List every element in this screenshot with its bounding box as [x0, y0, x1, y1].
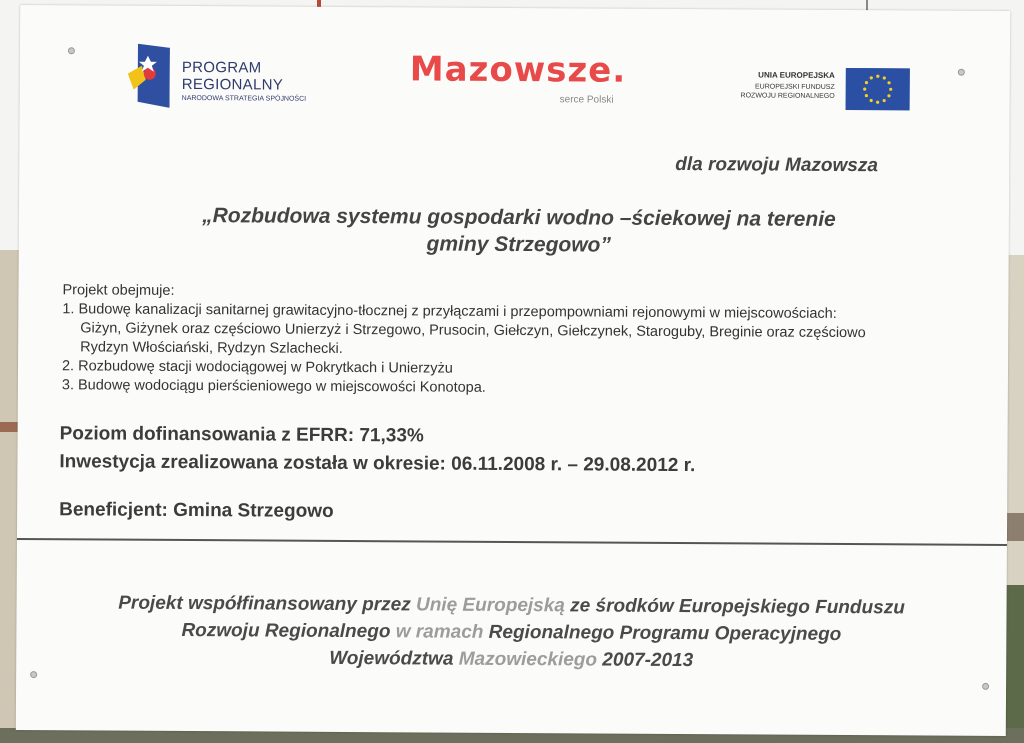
project-title-line2: gminy Strzegowo” [426, 232, 612, 257]
footer-text: Województwa [329, 647, 454, 670]
divider-line [17, 538, 1007, 546]
footer-text: 2007-2013 [596, 649, 694, 672]
footer-highlight: w ramach [390, 621, 489, 643]
screw [982, 683, 989, 690]
cofinancing-statement [46, 589, 976, 676]
mazowsze-wordmark: Mazowsze. [409, 49, 627, 91]
eu-logo-line3: ROZWOJU REGIONALNEGO [740, 92, 835, 100]
program-logo-line1: PROGRAM [181, 58, 262, 77]
scope-item-3: 3. Budowę wodociągu pierścieniowego w miejscowości Konotopa. [61, 377, 486, 396]
scope-heading: Projekt obejmuje: [62, 282, 175, 299]
beneficiary: Beneficjent: Gmina Strzegowo [59, 499, 334, 522]
footer-highlight: Unię Europejską [415, 594, 565, 617]
eu-flag-icon [846, 68, 910, 110]
screw [68, 47, 75, 54]
scope-item-1-cont: Giżyn, Giżynek oraz częściowo Unierzyż i Strzegowo, Prusocin, Giełczyn, Giełczynek, Staroguby, Breginie oraz częściowo [80, 320, 866, 342]
eu-logo-line1: UNIA EUROPEJSKA [758, 70, 835, 80]
scope-item-1-cont: Rydzyn Włościański, Rydzyn Szlachecki. [80, 339, 343, 357]
scope-item-2: 2. Rozbudowę stacji wodociągowej w Pokrytkach i Unierzyżu [61, 358, 453, 377]
scope-item-1: 1. Budowę kanalizacji sanitarnej grawitacyjno-tłocznej z przyłączami i przepompowniami rejonowymi w miejscowościach: [62, 301, 837, 322]
program-regionalny-logo [128, 44, 348, 115]
mazowsze-logo [410, 49, 650, 110]
project-title-line1: „Rozbudowa systemu gospodarki wodno –ściekowej na terenie [202, 204, 836, 231]
program-logo-line3: NARODOWA STRATEGIA SPÓJNOŚCI [181, 94, 307, 103]
eu-logo-line2: EUROPEJSKI FUNDUSZ [754, 83, 835, 91]
project-title [119, 202, 919, 261]
tagline: dla rozwoju Mazowsza [675, 153, 879, 177]
eu-logo [710, 64, 910, 115]
program-logo-line2: REGIONALNY [181, 75, 284, 94]
screw [30, 671, 37, 678]
footer-text: Projekt współfinansowany przez [118, 592, 417, 616]
funding-level: Poziom dofinansowania z EFRR: 71,33% [59, 423, 424, 447]
mazowsze-subtitle: serce Polski [559, 94, 614, 106]
footer-text: Regionalnego Programu Operacyjnego [488, 621, 842, 646]
footer-highlight: Mazowieckiego [453, 648, 598, 671]
screw [958, 69, 965, 76]
program-flag-icon [128, 44, 170, 108]
footer-text: ze środków Europejskiego Funduszu [564, 595, 905, 619]
investment-period: Inwestycja zrealizowana została w okresie: 06.11.2008 r. – 29.08.2012 r. [59, 451, 696, 477]
project-scope [62, 281, 983, 401]
information-board [16, 5, 1010, 736]
footer-text: Rozwoju Regionalnego [181, 619, 391, 643]
